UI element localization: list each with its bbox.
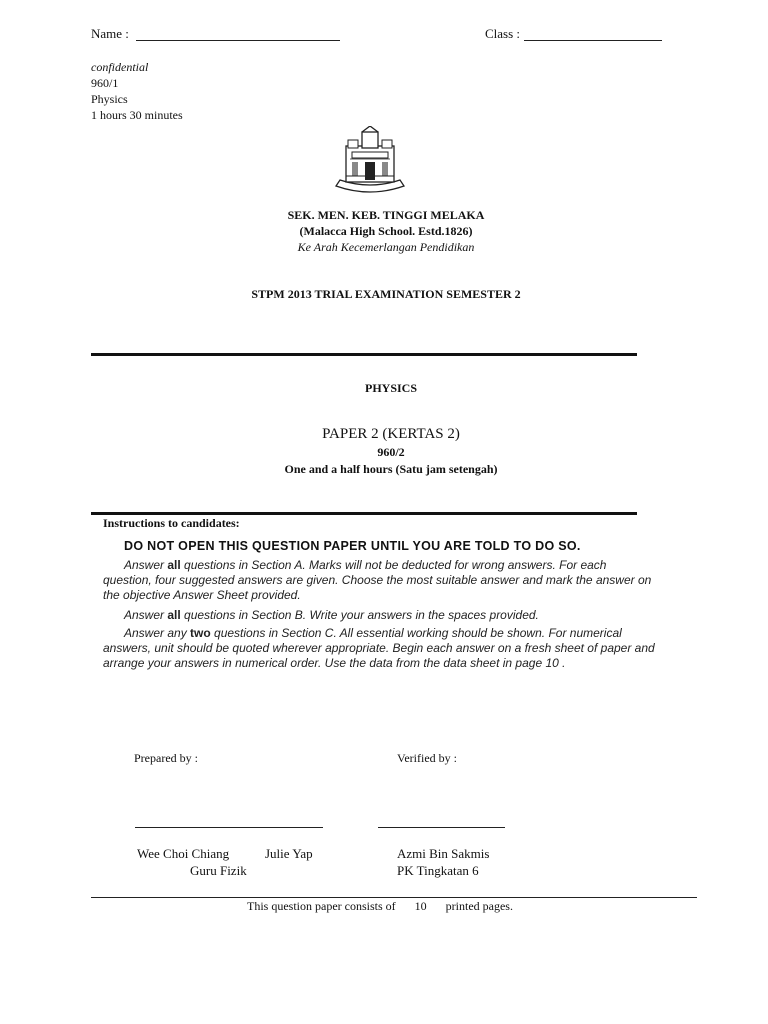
school-crest-icon bbox=[332, 126, 408, 196]
preparer-signature-line bbox=[135, 827, 323, 828]
instructions-warning: DO NOT OPEN THIS QUESTION PAPER UNTIL YOU ARE TOLD TO DO SO. bbox=[124, 539, 581, 553]
subject-label: Physics bbox=[91, 92, 128, 106]
footer-page-count: 10 bbox=[414, 899, 427, 913]
duration-label: 1 hours 30 minutes bbox=[91, 108, 183, 122]
class-underline bbox=[524, 40, 662, 41]
school-name: SEK. MEN. KEB. TINGGI MELAKA bbox=[287, 208, 485, 222]
prepared-by-label: Prepared by : bbox=[134, 751, 198, 765]
name-field bbox=[91, 26, 129, 42]
footer-post: printed pages. bbox=[445, 899, 513, 913]
confidential-label: confidential bbox=[91, 60, 149, 74]
instr-b-pre: Answer bbox=[124, 608, 168, 622]
top-divider bbox=[91, 353, 637, 356]
preparer-2-name: Julie Yap bbox=[265, 846, 313, 861]
name-underline bbox=[136, 40, 340, 41]
school-english-name: (Malacca High School. Estd.1826) bbox=[299, 224, 473, 238]
instr-a-post: questions in Section A. Marks will not be deducted for wrong answers. For each question, four suggested answers are given. Choose the most suitable answer and mark the answer on the objective Answer Sheet provided. bbox=[103, 558, 652, 602]
paper-meta bbox=[91, 59, 183, 123]
name-label: Name : bbox=[91, 26, 129, 41]
instr-a-pre: Answer bbox=[124, 558, 168, 572]
instruction-section-a bbox=[103, 558, 655, 603]
instruction-section-b bbox=[103, 608, 655, 623]
exam-subject: PHYSICS bbox=[364, 381, 417, 395]
instr-b-bold: all bbox=[167, 608, 181, 622]
exam-title: STPM 2013 TRIAL EXAMINATION SEMESTER 2 bbox=[251, 287, 521, 301]
footer-pre: This question paper consists of bbox=[247, 899, 396, 913]
class-label: Class : bbox=[485, 26, 521, 41]
footer-note bbox=[247, 899, 513, 914]
school-motto: Ke Arah Kecemerlangan Pendidikan bbox=[297, 240, 475, 254]
instr-a-bold: all bbox=[167, 558, 181, 572]
instructions-heading: Instructions to candidates: bbox=[103, 516, 240, 530]
instruction-section-c bbox=[103, 626, 655, 671]
verified-by-label: Verified by : bbox=[397, 751, 457, 765]
code-label: 960/1 bbox=[91, 76, 119, 90]
paper-title: PAPER 2 (KERTAS 2) bbox=[322, 426, 460, 442]
paper-code: 960/2 bbox=[377, 445, 405, 459]
bottom-divider bbox=[91, 512, 637, 515]
paper-duration: One and a half hours (Satu jam setengah) bbox=[284, 462, 498, 476]
instr-b-post: questions in Section B. Write your answers in the spaces provided. bbox=[180, 608, 539, 622]
preparer-role: Guru Fizik bbox=[190, 863, 247, 878]
school-block bbox=[91, 207, 681, 255]
verifier-role: PK Tingkatan 6 bbox=[397, 863, 479, 878]
class-field bbox=[485, 26, 520, 42]
instr-c-post: questions in Section C. All essential working should be shown. For numerical answers, unit should be quoted wherever appropriate. Begin each answer on a fresh sheet of paper and arrange your answers in numerical order. Use the data from the data sheet in page 10 . bbox=[103, 626, 655, 670]
instr-c-bold: two bbox=[190, 626, 211, 640]
verifier-signature-line bbox=[378, 827, 505, 828]
instr-c-pre: Answer any bbox=[124, 626, 191, 640]
footer-divider bbox=[91, 897, 697, 898]
preparer-1-name: Wee Choi Chiang bbox=[137, 846, 230, 861]
verifier-name: Azmi Bin Sakmis bbox=[397, 846, 490, 861]
